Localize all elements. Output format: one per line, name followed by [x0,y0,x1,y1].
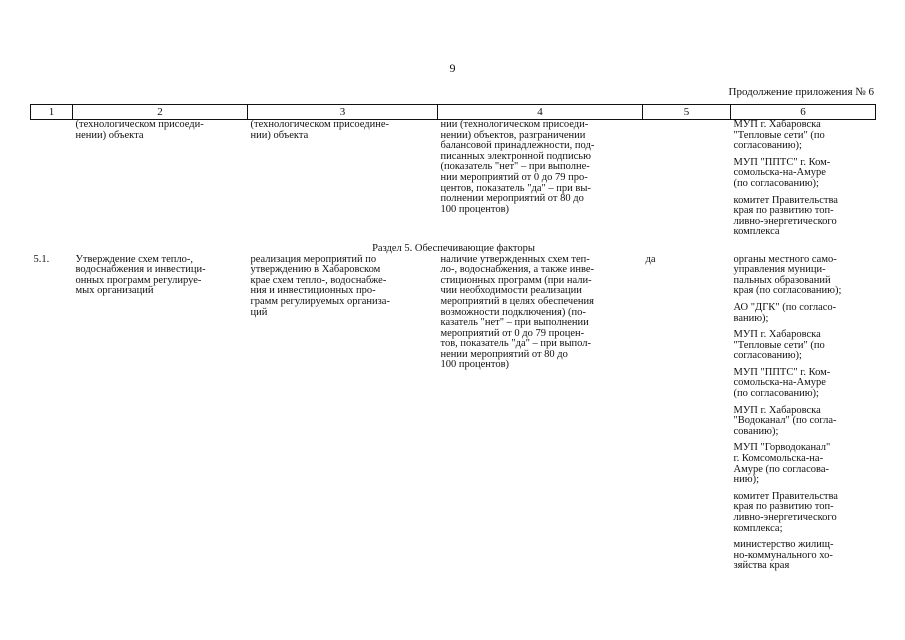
page-number: 9 [449,61,456,75]
column-header-3: 3 [248,105,438,120]
executor-entry: МУП "ППТС" г. Ком- сомольска-на-Амуре (по согласованию); [733,366,831,400]
table-row-5-1 [31,255,876,578]
indicator-description: наличие утвержденных схем теп- ло-, водоснабжения, а также инве- стиционных программ (при нали- чии необходимости реализации мероприятий в целях обеспечения возможности подключения) (по- казатель "нет" – при выполнении мероприятий от 0 до 79 процен- тов, показатель "да" – при выпол- нении мероприятий от 80 до 100 процентов) [440,253,594,371]
indicator-description: нии (технологическом присоеди- нении) объектов, разграничении балансовой принадлежности, под- писанных электронной подписью (показатель "нет" – при выполне- нии мероприятий от 0 до 79 про- центов, показатель "да" – при вы- полнении мероприятий от 80 до 100 процентов) [440,119,595,215]
responsible-executors [731,255,876,578]
executor-entry: МУП "ППТС" г. Ком- сомольска-на-Амуре (по согласованию); [733,156,831,189]
measure-content: (технологическом присоедине- нии) объекта [250,119,390,141]
column-header-2: 2 [73,105,248,120]
section-title: Раздел 5. Обеспечивающие факторы [372,242,535,254]
executor-entry: комитет Правительства края по развитию топ- ливно-энергетического комплекса [733,194,838,238]
executor-entry: АО "ДГК" (по согласо- ванию); [733,301,837,324]
column-header-4: 4 [438,105,643,120]
indicator-value: да [645,253,656,265]
responsibility-table [30,104,876,578]
executor-entry: министерство жилищ- но-коммунального хо- зяйства края [733,539,834,572]
executor-entry: комитет Правительства края по развитию топ- ливно-энергетического комплекса; [733,490,838,534]
column-number-header-row [31,105,876,120]
row-number: 5.1. [33,253,50,265]
executor-entry: МУП г. Хабаровска "Тепловые сети" (по согласованию); [733,119,825,152]
executor-entry: органы местного само- управления муници- пальных образований края (по согласованию); [733,253,842,297]
executor-entry: МУП г. Хабаровска "Водоканал" (по согла- сованию); [733,404,837,437]
row-number [31,120,73,244]
column-header-6: 6 [731,105,876,120]
section-header-row [31,244,876,255]
measure-name: (технологическом присоеди- нении) объекта [75,119,204,141]
responsible-executors [731,120,876,244]
indicator-value [643,120,731,244]
measure-content: реализация мероприятий по утверждению в Хабаровском крае схем тепло-, водоснабже- ния и инвестиционных про- грамм регулируемых организа- ций [250,253,390,318]
executor-entry: МУП г. Хабаровска "Тепловые сети" (по согласованию); [733,329,825,362]
appendix-continuation-label: Продолжение приложения № 6 [728,86,874,98]
column-header-5: 5 [643,105,731,120]
table-row-continued [31,120,876,244]
measure-name: Утверждение схем тепло-, водоснабжения и инвестици- онных программ регулируе- мых организаций [75,253,206,297]
column-header-1: 1 [31,105,73,120]
executor-entry: МУП "Горводоканал" г. Комсомольска-на- Амуре (по согласова- нию); [733,442,831,486]
